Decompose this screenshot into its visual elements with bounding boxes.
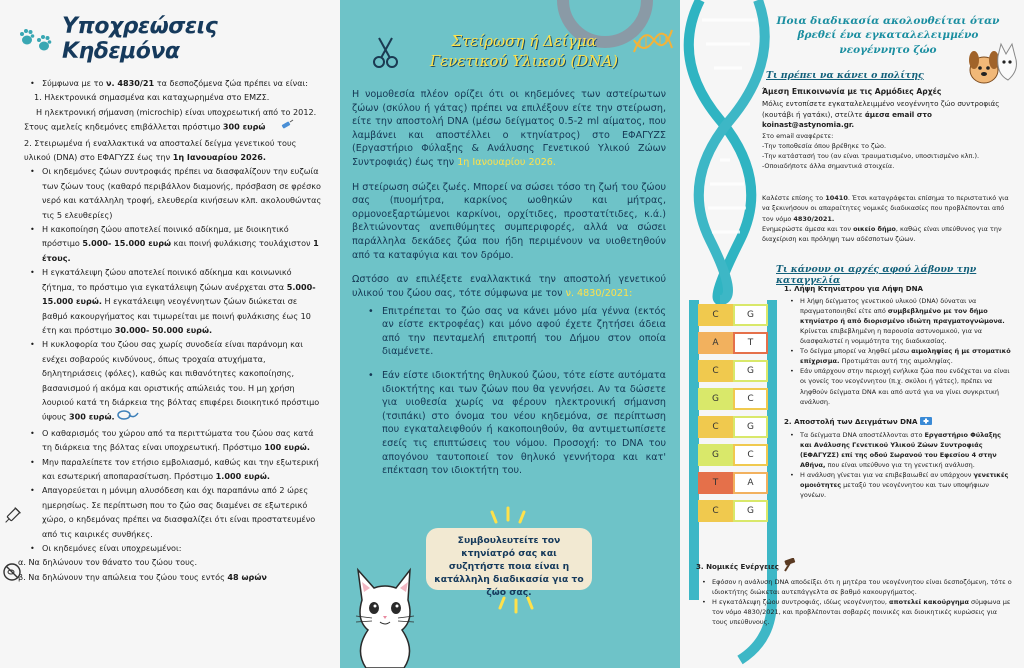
section-heading: Τι πρέπει να κάνει ο πολίτης <box>766 70 924 81</box>
right-column <box>680 0 1024 668</box>
legal-steps <box>696 558 1014 627</box>
list-item: • Εάν υπάρχουν στην περιοχή ενήλικα ζώα που ενδέχεται να είναι οι γονείς του νεογέννητου (π.χ. σκύλοι ή γάτες), πρέπει να ληφθούν δείγματα DNA και από αυτά για να γίνει συγκριτική ανάλυση. <box>784 366 1012 406</box>
paw-prints-icon <box>18 24 56 54</box>
dna-base-letter: A <box>698 332 733 354</box>
subheading: Άμεση Επικοινωνία με τις Αρμόδιες Αρχές <box>762 87 942 96</box>
list-item: • Η κυκλοφορία του ζώου σας χωρίς συνοδεία είναι παράνομη και ενέχει σοβαρούς κινδύνους, όπως τροχαία ατυχήματα, δηλητηριάσεις (φόλες), καθώς και πιθανότητες κακοποίησης, βασανισμού ή ακόμα και οριστικής απώλειάς του. Η μη χρήση λουριού κατά τη διάρκεια της βόλτας επιφέρει διοικητικό πρόστιμο ύψους 300 ευρώ. <box>18 337 324 425</box>
bullet-list <box>352 305 666 478</box>
dna-base-letter: G <box>733 416 768 438</box>
list-item: • Μην παραλείπετε τον ετήσιο εμβολιασμό, καθώς και την εξωτερική και εσωτερική αποπαρασίτωση. Πρόστιμο 1.000 ευρώ. <box>18 455 324 484</box>
paragraph: Η στείρωση σώζει ζωές. Μπορεί να σώσει τόσο τη ζωή του ζώου σας (πυομήτρα, καρκίνος ωοθηκών και μήτρας, ορμονοεξαρτώμενοι καρκίνοι, ορχίτιδες, προστατίτιδες, κ.ά.) βελτιώνοντας ανεπιθύμητες συμπεριφορές, αλλά να σώσει παράλληλα δεκάδες ζώα που ήδη περιμένουν να υιοθετηθούν από τα καταφύγια και τον δρόμο. <box>352 181 666 261</box>
dna-base-letter: G <box>698 388 733 410</box>
dna-rung <box>698 360 768 382</box>
paragraph: 2. Στειρωμένα ή εναλλακτικά να αποσταλεί δείγμα γενετικού τους υλικού (DNA) στο ΕΦΑΓΥΖΣ έως την 1η Ιανουαρίου 2026. <box>24 137 297 163</box>
paragraph: Ωστόσο αν επιλέξετε εναλλακτικά την αποστολή γενετικού υλικού του ζώου σας, τότε σύμφωνα με τον ν. 4830/2021: <box>352 274 666 299</box>
dna-rung <box>698 416 768 438</box>
list-item: • Το δείγμα μπορεί να ληφθεί μέσω αιμοληψίας ή με στοματικό επίχρισμα. Προτιμάται αυτή της αιμοληψίας. <box>784 346 1012 366</box>
dna-base-letter: C <box>698 500 733 522</box>
dna-base-letter: C <box>698 416 733 438</box>
syringe-icon <box>2 506 22 530</box>
dna-rung <box>698 472 768 494</box>
page-title: Υποχρεώσεις Κηδεμόνα <box>62 14 218 64</box>
middle-body <box>352 88 666 488</box>
dna-rung <box>698 500 768 522</box>
dna-rung <box>698 332 768 354</box>
left-body <box>18 76 324 584</box>
syringe-icon <box>268 119 294 135</box>
dog-cat-illustration <box>968 40 1020 88</box>
list-item: • Οι κηδεμόνες ζώων συντροφιάς πρέπει να διασφαλίζουν την ευζωία των ζώων τους (καθαρό περιβάλλον διαμονής, πρόσβαση σε φρέσκο νερό και κατάλληλη τροφή, ελευθερία κινήσεων κλπ. ακολουθώντας τις 5 ελευθερίες) <box>18 164 324 222</box>
section-title: Ποια διαδικασία ακολουθείται όταν βρεθεί ένα εγκαταλελειμμένο νεογέννητο ζώο <box>776 15 1000 56</box>
gavel-icon <box>781 558 799 576</box>
list-item: • Η εγκατάλειψη ζώου αποτελεί ποινικό αδίκημα και κοινωνικό ζήτημα, το πρόστιμο για εγκατάλειψη ζώων ανέρχεται στα 5.000- 15.000 ευρώ. Η εγκατάλειψη νεογέννητων ζώων διώκεται σε βαθμό κακουργήματος και τιμωρείται με ποινή φυλάκισης έως 10 έτη και πρόστιμο 30.000- 50.000 ευρώ. <box>18 265 324 337</box>
list-item: • Η ανάλυση γίνεται για να επιβεβαιωθεί αν υπάρχουν γενετικές ομοιότητες μεταξύ του νεογέννητου και των υποψήφιων γονέων. <box>784 470 1012 500</box>
list-item: • Η κακοποίηση ζώου αποτελεί ποινικό αδίκημα, με διοικητικό πρόστιμο 5.000- 15.000 ευρώ και ποινή φυλάκισης τουλάχιστον 1 έτους. <box>18 222 324 265</box>
paragraph: -Την τοποθεσία όπου βρέθηκε το ζώο. <box>762 142 887 151</box>
medical-kit-icon <box>920 415 932 429</box>
cat-illustration <box>352 560 418 668</box>
dna-base-letter: C <box>698 304 733 326</box>
sparkle-icon <box>496 594 536 614</box>
dna-base-letter: G <box>733 500 768 522</box>
list-item: • Η λήψη δείγματος γενετικού υλικού (DNA) δύναται να πραγματοποιηθεί είτε από συμβεβλημένο με τον δήμο κτηνίατρο ή από διορισμένο ιδιώτη πραγματογνώμονα. Κρίνεται επιβεβλημένη η παρουσία αστυνομικού, για να διασφαλιστεί η νομιμότητα της διαδικασίας. <box>784 296 1012 346</box>
advice-box: Συμβουλευτείτε τον κτηνίατρό σας και συζητήστε ποια είναι η κατάλληλη διαδικασία για το ζώο σας. <box>426 528 592 590</box>
dna-base-letter: G <box>733 304 768 326</box>
paragraph: Μόλις εντοπίσετε εγκαταλελειμμένο νεογέννητο ζώο συντροφιάς (κουτάβι ή γατάκι), στείλτε άμεσα email στο koinast@astynomia.gr. <box>762 98 1000 130</box>
paragraph: Στο email αναφέρετε: <box>762 132 834 141</box>
title-line-2: Γενετικού Υλικού (DNA) <box>429 51 619 70</box>
dna-base-letter: G <box>733 360 768 382</box>
subheading: 1. Λήψη Κτηνιατρου για Λήψη DNA <box>784 284 924 293</box>
dna-base-letter: A <box>733 472 768 494</box>
paragraph: Καλέστε επίσης το 10410. Έτσι καταγράφεται επίσημα το περιστατικό για να ξεκινήσουν οι απαραίτητες νομικές διαδικασίες που προβλέπονται από τον νόμο 4830/2021. <box>762 194 1009 223</box>
leash-icon <box>117 409 139 425</box>
paragraph: Η ηλεκτρονική σήμανση (microchip) είναι υποχρεωτική από το 2012. Στους αμελείς κηδεμόνες επιβάλλεται πρόστιμο 300 ευρώ <box>18 105 324 136</box>
paragraph: -Οποιαδήποτε άλλα σημαντικά στοιχεία. <box>762 162 895 171</box>
dna-base-letter: C <box>733 444 768 466</box>
citizen-steps <box>762 86 1012 244</box>
list-item: • Επιτρέπεται το ζώο σας να κάνει μόνο μία γέννα (εκτός αν είστε εκτροφέας) και μόνο αφού έχετε ζητήσει άδεια από την πενταμελή επιτροπή του Δήμου στον οποία διαμένετε. <box>382 305 666 359</box>
dna-rung <box>698 444 768 466</box>
authority-steps <box>784 284 1012 500</box>
dna-icon <box>632 26 674 60</box>
dna-rung <box>698 388 768 410</box>
left-header <box>18 14 324 64</box>
sparkle-icon <box>488 506 528 526</box>
subheading: 3. Νομικές Ενέργειες <box>696 558 1014 576</box>
list-item: • Σύμφωνα με το ν. 4830/21 τα δεσποζόμενα ζώα πρέπει να είναι: <box>18 76 324 90</box>
no-chain-icon <box>2 562 22 586</box>
paragraph: -Την κατάστασή του (αν είναι τραυματισμένο, υποσιτισμένο κλπ.). <box>762 152 980 161</box>
list-item: α. Να δηλώνουν τον θάνατο του ζώου τους. <box>18 557 198 568</box>
list-item: • Οι κηδεμόνες είναι υποχρεωμένοι: <box>18 541 324 555</box>
list-item: • Εάν είστε ιδιοκτήτης θηλυκού ζώου, τότε είστε αυτόματα ιδιοκτήτης και των ζώων που θα γεννήσει. Αν τα δώσετε για υιοθεσία χωρίς να φέρουν ηλεκτρονική σήμανση (τσιπάκι) στο όνομα του νέου κηδεμόνα, σε περίπτωση που εγκαταλειφθούν ή κακοποιηθούν, θα αντιμετωπίσετε εσείς τις επιπτώσεις του νόμου. Προσοχή: το DNA του απογόνου ταυτοποιεί τον θηλυκό γεννήτορα και κατ' επέκταση τον ιδιοκτήτη του. <box>382 369 666 478</box>
subheading: 2. Αποστολή των Δειγμάτων DNA <box>784 415 1012 429</box>
list-item: • Εφόσον η ανάλυση DNA αποδείξει ότι η μητέρα του νεογέννητου είναι δεσποζόμενη, τότε ο ιδιοκτήτης διώκεται αυτεπάγγελτα σε βαθμό κακουργήματος. <box>696 577 1014 597</box>
section-title <box>414 32 634 71</box>
scissors-icon <box>372 36 400 74</box>
list-item: • Τα δείγματα DNA αποστέλλονται στο Εργαστήριο Φύλαξης και Ανάλυσης Γενετικού Υλικού Ζώων Συντροφιάς (ΕΦΑΓΥΖΣ) επί της οδού Σωρανού του Εφεσίου 4 στην Αθήνα, που είναι υπεύθυνο για τη γενετική ανάλυση. <box>784 430 1012 470</box>
list-item: 1. Ηλεκτρονικά σημασμένα και καταχωρημένα στο ΕΜΖΣ. <box>34 92 270 103</box>
dna-base-letter: T <box>698 472 733 494</box>
list-item: • Η εγκατάλειψη ζώου συντροφιάς, ιδίως νεογέννητου, αποτελεί κακούργημα σύμφωνα με τον νόμο 4830/2021, και προβλέπονται σοβαρές ποινικές και διοικητικές κυρώσεις για τους υπεύθυνους. <box>696 597 1014 627</box>
dna-base-letter: G <box>698 444 733 466</box>
paragraph: Η νομοθεσία πλέον ορίζει ότι οι κηδεμόνες των αστείρωτων ζώων (σκύλου ή γάτας) πρέπει να επιλέξουν είτε την στείρωση, είτε την αποστολή DNA (μέσω δείγματος 0.5-2 ml αίματος, που λαμβάνει και αποστέλλει ο κτηνίατρος) στο ΕΦΑΓΥΖΣ (Εργαστήριο Φύλαξης & Ανάλυσης Γενετικού Υλικού Ζώων Συντροφιάς) έως την 1η Ιανουαρίου 2026. <box>352 89 666 169</box>
dna-rung <box>698 304 768 326</box>
dna-base-letter: T <box>733 332 768 354</box>
list-item: • Ο καθαρισμός του χώρου από τα περιττώματα του ζώου σας κατά τη διάρκεια της βόλτας είναι υποχρεωτική. Πρόστιμο 100 ευρώ. <box>18 426 324 455</box>
section-heading: Τι κάνουν οι αρχές αφού λάβουν την καταγγελία <box>776 264 977 286</box>
dna-base-letter: C <box>698 360 733 382</box>
title-line-1: Στείρωση ή Δείγμα <box>451 32 597 50</box>
left-column <box>0 0 340 668</box>
middle-column <box>340 0 680 668</box>
list-item: • Απαγορεύεται η μόνιμη αλυσόδεση και όχι παραπάνω από 2 ώρες ημερησίως. Σε περίπτωση που το ζώο σας διαμένει σε εξωτερικό χώρο, ο κηδεμόνας πρέπει να διασφαλίζει ότι είναι προστατευμένο από τις καιρικές συνθήκες. <box>18 483 324 541</box>
list-item: β. Να δηλώνουν την απώλεια του ζώου τους εντός 48 ωρών <box>18 571 267 582</box>
paragraph: Ενημερώστε άμεσα και τον οικείο δήμο, καθώς είναι υπεύθυνος για την διαχείριση και πρόληψη των αδέσποτων ζώων. <box>762 224 1002 243</box>
dna-base-letter: C <box>733 388 768 410</box>
